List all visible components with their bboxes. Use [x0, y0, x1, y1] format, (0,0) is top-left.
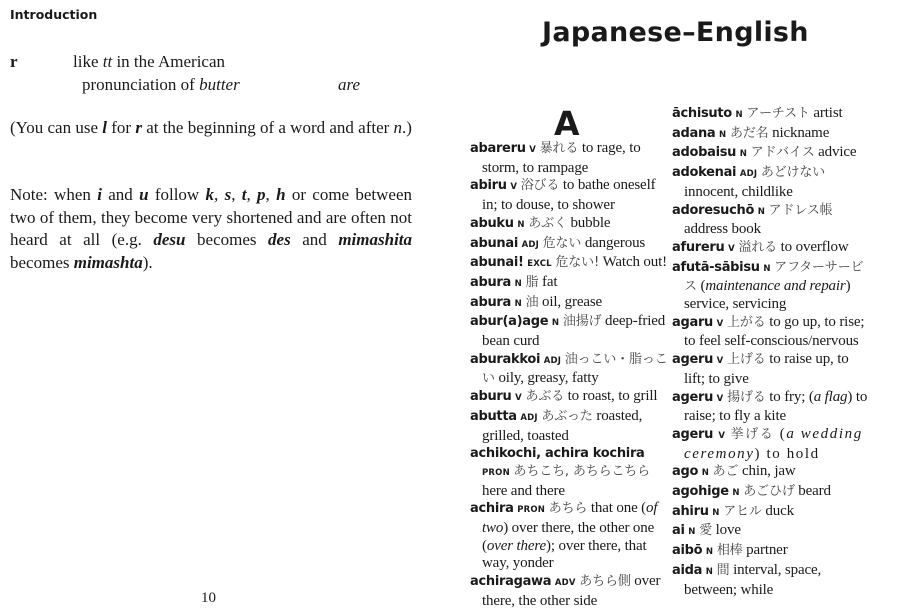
dictionary-entry: adokenai ADJ あどけない innocent, childlike — [672, 165, 826, 200]
section-letter-heading: A — [554, 104, 580, 143]
dictionary-entry: āchisuto N アーチスト artist — [672, 105, 843, 121]
dictionary-entry: ageru V 挙げる (a wedding ceremony) to hold — [672, 425, 863, 462]
dictionary-entry: afutā-sābisu N アフターサービス (maintenance and repair) service, servicing — [672, 259, 864, 313]
dictionary-entry: abunai ADJ 危ない dangerous — [470, 234, 646, 251]
running-head: Introduction — [10, 7, 98, 22]
dictionary-entry: achikochi, achira kochira PRON あちこち, あちらこちら here and there — [470, 446, 650, 499]
dictionary-entry: ageru V 上げる to raise up, to lift; to give — [672, 351, 849, 387]
dictionary-entry: ageru V 揚げる to fry; (a flag) to raise; to fly a kite — [672, 388, 868, 425]
dictionary-entry — [470, 140, 670, 177]
dictionary-entry: aburakkoi ADJ 油っこい・脂っこい oily, greasy, fatty — [470, 351, 668, 387]
dictionary-entry: abura N 脂 fat — [470, 273, 558, 290]
pronunciation-letter: r — [10, 52, 18, 71]
dictionary-entry: abiru V 浴びる to bathe oneself in; to douse, to shower — [470, 177, 656, 214]
dictionary-column-2 — [672, 105, 872, 599]
paragraph-vowel-devoicing-note: Note: when i and u follow k, s, t, p, h or come between two of them, they become very shortened and are often not heard at all (e.g. desu becomes des and mimashita becomes mimashta). — [10, 185, 413, 272]
dictionary-entry: abuku N あぶく bubble — [470, 214, 611, 231]
dictionary-entry: agohige N あごひげ beard — [672, 483, 831, 500]
dictionary-entry: aibō N 相棒 partner — [672, 542, 788, 559]
dictionary-entry: achira PRON あちら that one (of two) over there, the other one (over there); over there, that way, yonder — [470, 500, 658, 572]
pronunciation-description-line2: pronunciation of butter — [82, 75, 240, 94]
dictionary-entry: ago N あご chin, jaw — [672, 463, 796, 480]
japanese-text: 暴れる — [539, 141, 579, 156]
dictionary-entry: adana N あだ名 nickname — [672, 124, 830, 141]
dictionary-entry: adoresuchō N アドレス帳 address book — [672, 202, 833, 238]
headword: abareru — [470, 141, 526, 156]
dictionary-entry: afureru V 溢れる to overflow — [672, 238, 849, 255]
dictionary-entry: agaru V 上がる to go up, to rise; to feel self-conscious/nervous — [672, 313, 865, 350]
dictionary-entry: abunai! EXCL 危ない! Watch out! — [470, 254, 667, 271]
dictionary-entry: ahiru N アヒル duck — [672, 502, 794, 519]
dictionary-entry: abura N 油 oil, grease — [470, 293, 603, 310]
page-number: 10 — [201, 590, 216, 606]
dictionary-entry: ai N 愛 love — [672, 522, 741, 539]
dictionary-entry: achiragawa ADV あちら側 over there, the other side — [470, 573, 661, 609]
dictionary-column-1 — [470, 140, 670, 611]
dictionary-entry: aburu V あぶる to roast, to grill — [470, 388, 658, 405]
dictionary-entry: abutta ADJ あぶった roasted, grilled, toasted — [470, 407, 643, 444]
part-of-speech: V — [529, 145, 537, 155]
dictionary-entry: aida N 間 interval, space, between; while — [672, 561, 822, 598]
section-title: Japanese–English — [542, 17, 809, 48]
dictionary-entry: abur(a)age N 油揚げ deep-fried bean curd — [470, 313, 666, 350]
right-page — [450, 0, 900, 614]
pronunciation-description-line1: like tt in the American — [73, 52, 226, 71]
definition: to rage, to storm, to rampage — [482, 140, 641, 176]
paragraph-l-for-r: (You can use l for r at the beginning of a word and after n.) — [10, 118, 412, 137]
pronunciation-example: are — [338, 75, 361, 94]
dictionary-entry: adobaisu N アドバイス advice — [672, 144, 857, 161]
